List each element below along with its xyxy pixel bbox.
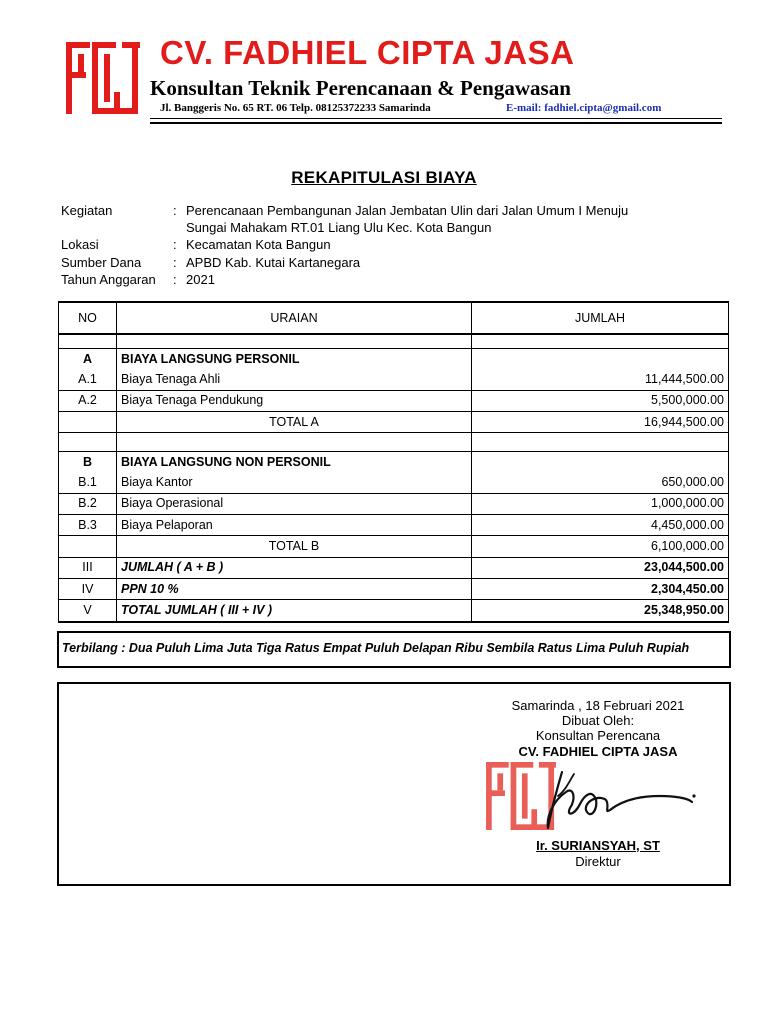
info-label: Kegiatan — [61, 203, 113, 218]
total-row — [59, 411, 729, 432]
header-no: NO — [59, 302, 117, 334]
company-email: E-mail: fadhiel.cipta@gmail.com — [506, 102, 662, 114]
signature-name: Ir. SURIANSYAH, ST — [536, 838, 660, 853]
handwritten-signature — [540, 766, 700, 836]
signature-made-by: Dibuat Oleh: — [561, 713, 635, 728]
info-value: Sungai Mahakam RT.01 Liang Ulu Kec. Kota Bangun — [186, 220, 492, 235]
total-jumlah: 16,944,500.00 — [472, 411, 729, 432]
info-value: Perencanaan Pembangunan Jalan Jembatan Ulin dari Jalan Umum I Menuju — [186, 203, 629, 218]
section-row — [59, 452, 729, 473]
table-row — [59, 493, 729, 514]
section-title: BIAYA LANGSUNG PERSONIL — [117, 349, 472, 370]
header-uraian: URAIAN — [117, 302, 472, 334]
header-divider-thick — [150, 122, 722, 124]
info-colon: : — [173, 255, 177, 270]
summary-row — [59, 557, 729, 578]
table-row — [59, 390, 729, 411]
company-address: Jl. Banggeris No. 65 RT. 06 Telp. 08125372233 Samarinda — [160, 102, 431, 114]
signature-role: Konsultan Perencana — [535, 728, 661, 743]
summary-uraian: TOTAL JUMLAH ( III + IV ) — [117, 600, 472, 622]
section-title: BIAYA LANGSUNG NON PERSONIL — [117, 452, 472, 473]
summary-no: IV — [59, 578, 117, 599]
info-colon: : — [173, 237, 177, 252]
info-colon: : — [173, 272, 177, 287]
row-no: B.2 — [59, 493, 117, 514]
row-uraian: Biaya Kantor — [117, 472, 472, 493]
terbilang-text: Terbilang : Dua Puluh Lima Juta Tiga Ratus Empat Puluh Delapan Ribu Sembila Ratus Lima Puluh Rupiah — [62, 641, 690, 655]
header-jumlah: JUMLAH — [472, 302, 729, 334]
row-jumlah: 11,444,500.00 — [472, 369, 729, 390]
section-no: B — [59, 452, 117, 473]
total-label: TOTAL A — [117, 411, 472, 432]
row-jumlah: 4,450,000.00 — [472, 515, 729, 536]
summary-no: V — [59, 600, 117, 622]
spacer-row — [59, 334, 729, 349]
row-uraian: Biaya Tenaga Pendukung — [117, 390, 472, 411]
info-label: Sumber Dana — [61, 255, 142, 270]
header-divider — [150, 118, 722, 119]
signature-company: CV. FADHIEL CIPTA JASA — [518, 744, 678, 759]
summary-row — [59, 578, 729, 599]
summary-uraian: JUMLAH ( A + B ) — [117, 557, 472, 578]
row-uraian: Biaya Operasional — [117, 493, 472, 514]
summary-jumlah: 23,044,500.00 — [472, 557, 729, 578]
summary-uraian: PPN 10 % — [117, 578, 472, 599]
document-title: REKAPITULASI BIAYA — [291, 168, 477, 187]
signature-place-date: Samarinda , 18 Februari 2021 — [511, 698, 685, 713]
info-value: Kecamatan Kota Bangun — [186, 237, 331, 252]
company-name: CV. FADHIEL CIPTA JASA — [160, 34, 575, 71]
row-jumlah: 1,000,000.00 — [472, 493, 729, 514]
table-row — [59, 369, 729, 390]
total-jumlah: 6,100,000.00 — [472, 536, 729, 557]
row-uraian: Biaya Pelaporan — [117, 515, 472, 536]
section-row — [59, 349, 729, 370]
row-no: A.1 — [59, 369, 117, 390]
cost-table — [58, 301, 729, 623]
summary-jumlah: 25,348,950.00 — [472, 600, 729, 622]
row-no: B.1 — [59, 472, 117, 493]
info-value: APBD Kab. Kutai Kartanegara — [186, 255, 361, 270]
row-jumlah: 650,000.00 — [472, 472, 729, 493]
row-no: A.2 — [59, 390, 117, 411]
spacer-row — [59, 433, 729, 452]
company-tagline: Konsultan Teknik Perencanaan & Pengawasan — [150, 76, 571, 100]
table-row — [59, 515, 729, 536]
info-label: Lokasi — [61, 237, 99, 252]
row-jumlah: 5,500,000.00 — [472, 390, 729, 411]
signature-position: Direktur — [575, 854, 621, 869]
summary-row — [59, 600, 729, 622]
summary-no: III — [59, 557, 117, 578]
company-logo — [66, 42, 140, 114]
info-label: Tahun Anggaran — [61, 272, 156, 287]
info-value: 2021 — [186, 272, 215, 287]
total-row — [59, 536, 729, 557]
table-header-row — [59, 302, 729, 334]
row-no: B.3 — [59, 515, 117, 536]
info-colon: : — [173, 203, 177, 218]
table-row — [59, 472, 729, 493]
summary-jumlah: 2,304,450.00 — [472, 578, 729, 599]
total-label: TOTAL B — [117, 536, 472, 557]
section-no: A — [59, 349, 117, 370]
row-uraian: Biaya Tenaga Ahli — [117, 369, 472, 390]
